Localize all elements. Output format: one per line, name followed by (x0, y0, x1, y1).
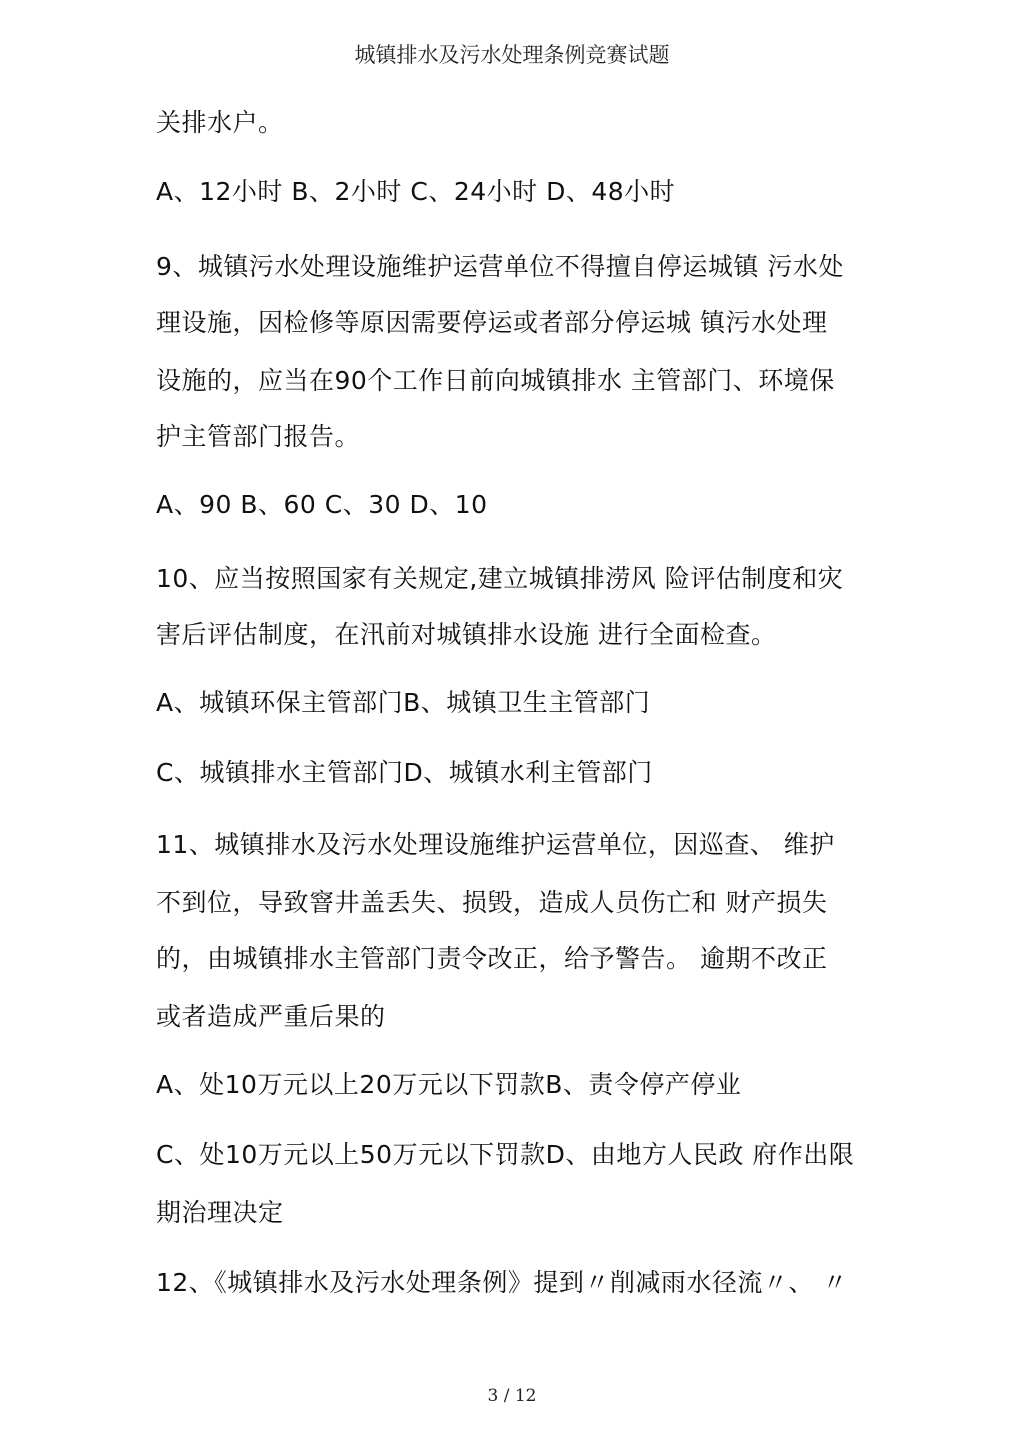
text-line: 关排水户。 (156, 108, 284, 137)
question-9-line: 9、城镇污水处理设施维护运营单位不得擅自停运城镇 污水处 (156, 252, 844, 281)
option-line: A、90 B、60 C、30 D、10 (156, 490, 488, 519)
text-line: 设施的，应当在90个工作日前向城镇排水 主管部门、环境保 (156, 366, 835, 395)
question-10-line: 10、应当按照国家有关规定,建立城镇排涝风 险评估制度和灾 (156, 564, 844, 593)
option-line: C、城镇排水主管部门D、城镇水利主管部门 (156, 758, 653, 787)
option-line: A、处10万元以上20万元以下罚款B、责令停产停业 (156, 1070, 742, 1099)
option-line: A、12小时 B、2小时 C、24小时 D、48小时 (156, 177, 676, 206)
text-line: 护主管部门报告。 (156, 422, 361, 451)
question-11-line: 11、城镇排水及污水处理设施维护运营单位，因巡查、 维护 (156, 830, 835, 859)
page-number: 3 / 12 (487, 1386, 537, 1406)
text-line: 不到位，导致窨井盖丢失、损毁，造成人员伤亡和 财产损失 (156, 888, 828, 917)
text-line: 理设施，因检修等原因需要停运或者部分停运城 镇污水处理 (156, 308, 828, 337)
text-line: 害后评估制度，在汛前对城镇排水设施 进行全面检查。 (156, 620, 777, 649)
question-12-line: 12、《城镇排水及污水处理条例》提到〃削减雨水径流〃、 〃 (156, 1268, 848, 1297)
text-line: 或者造成严重后果的 (156, 1002, 386, 1031)
option-line: C、处10万元以上50万元以下罚款D、由地方人民政 府作出限 (156, 1140, 855, 1169)
text-line: 期治理决定 (156, 1198, 284, 1227)
page-header-title: 城镇排水及污水处理条例竞赛试题 (354, 43, 670, 67)
option-line: A、城镇环保主管部门B、城镇卫生主管部门 (156, 688, 651, 717)
text-line: 的，由城镇排水主管部门责令改正，给予警告。 逾期不改正 (156, 944, 828, 973)
